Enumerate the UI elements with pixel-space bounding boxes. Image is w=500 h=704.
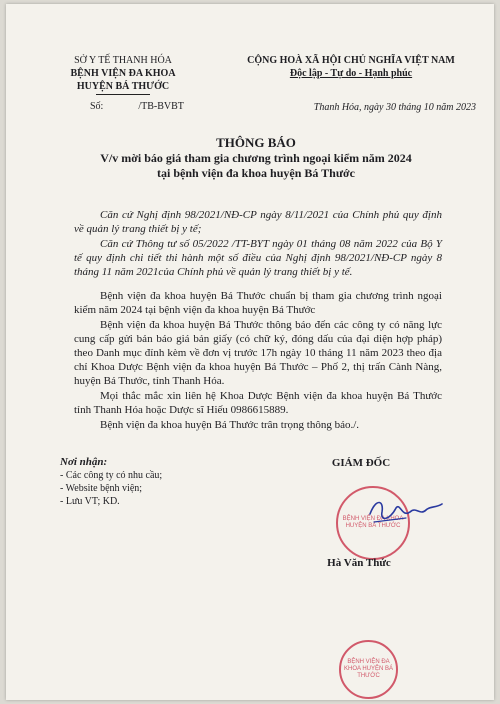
header-left — [48, 54, 198, 93]
notice-subject-line2: tại bệnh viện đa khoa huyện Bá Thước — [156, 166, 356, 180]
number-value: /TB-BVBT — [138, 101, 184, 112]
notice-subject-line1: V/v mời báo giá tham gia chương trình ngoại kiểm năm 2024 — [100, 151, 412, 165]
document-page — [6, 4, 494, 700]
dept-name: SỞ Y TẾ THANH HÓA — [74, 55, 172, 66]
recipient-item: - Website bệnh viện; — [60, 483, 143, 494]
date-place: Thanh Hóa, ngày 30 tháng 10 năm 2023 — [313, 102, 476, 113]
stamp-text: BỆNH VIỆN ĐA KHOA HUYỆN BÁ THƯỚC — [342, 516, 404, 529]
handwritten-number — [106, 100, 136, 113]
signature-mark — [366, 492, 446, 532]
paragraph-2: Bệnh viện đa khoa huyện Bá Thước thông báo đến các công ty có năng lực cung cấp gửi bản báo giá bản giấy (có chữ ký, đóng dấu của đại diện hợp pháp) theo Danh mục đính kèm về đơn vị trước 17h ngày 10 tháng 11 năm 2023 theo địa chỉ Khoa Dược Bệnh viện đa khoa huyện Bá Thước – Phố 2, thị trấn Cành Nàng, huyện Bá Thước, tỉnh Thanh Hóa. — [74, 319, 442, 387]
notice-title: THÔNG BÁO — [216, 135, 296, 150]
legal-basis-2: Căn cứ Thông tư số 05/2022 /TT-BYT ngày 01 tháng 08 năm 2022 của Bộ Y tế quy định chi tiết thi hành một số điều của Nghị định 98/2021/NĐ-CP ngày 8 tháng 11 năm 2021của Chính phủ về quản lý trang thiết bị y tế. — [74, 238, 442, 278]
recipient-item: - Các công ty có nhu cầu; — [60, 470, 163, 481]
document-number — [90, 100, 230, 113]
paragraph-3: Mọi thắc mắc xin liên hệ Khoa Dược Bệnh viện đa khoa huyện Bá Thước tỉnh Thanh Hóa hoặc Dược sĩ Hiếu 0986615889. — [74, 390, 442, 416]
stamp-text: BỆNH VIỆN ĐA KHOA HUYỆN BÁ THƯỚC — [343, 659, 393, 679]
recipients-block — [60, 456, 240, 508]
country-name: CỘNG HOÀ XÃ HỘI CHỦ NGHĨA VIỆT NAM — [247, 55, 455, 66]
notice-body — [74, 208, 442, 432]
national-motto: Độc lập - Tự do - Hạnh phúc — [289, 68, 413, 79]
number-label: Số: — [90, 101, 104, 112]
legal-basis-1: Căn cứ Nghị định 98/2021/NĐ-CP ngày 8/11/2021 của Chính phủ quy định về quản lý trang thiết bị y tế; — [74, 209, 442, 235]
paragraph-4: Bệnh viện đa khoa huyện Bá Thước trân trọng thông báo./. — [100, 419, 360, 431]
recipient-item: - Lưu VT; KD. — [60, 496, 120, 507]
paragraph-1: Bệnh viện đa khoa huyện Bá Thước chuẩn bị tham gia chương trình ngoại kiểm năm 2024 tại bệnh viện đa khoa huyện Bá Thước — [74, 290, 442, 316]
header-left-rule — [96, 94, 150, 95]
hospital-line1: BỆNH VIỆN ĐA KHOA — [70, 68, 176, 79]
partial-stamp — [339, 640, 398, 699]
signer-role: GIÁM ĐỐC — [331, 457, 391, 469]
hospital-line2: HUYỆN BÁ THƯỚC — [76, 81, 170, 92]
recipients-label: Nơi nhận: — [60, 456, 108, 468]
signer-name: Hà Văn Thức — [327, 557, 391, 569]
header-right — [220, 54, 482, 80]
title-block — [46, 134, 466, 181]
